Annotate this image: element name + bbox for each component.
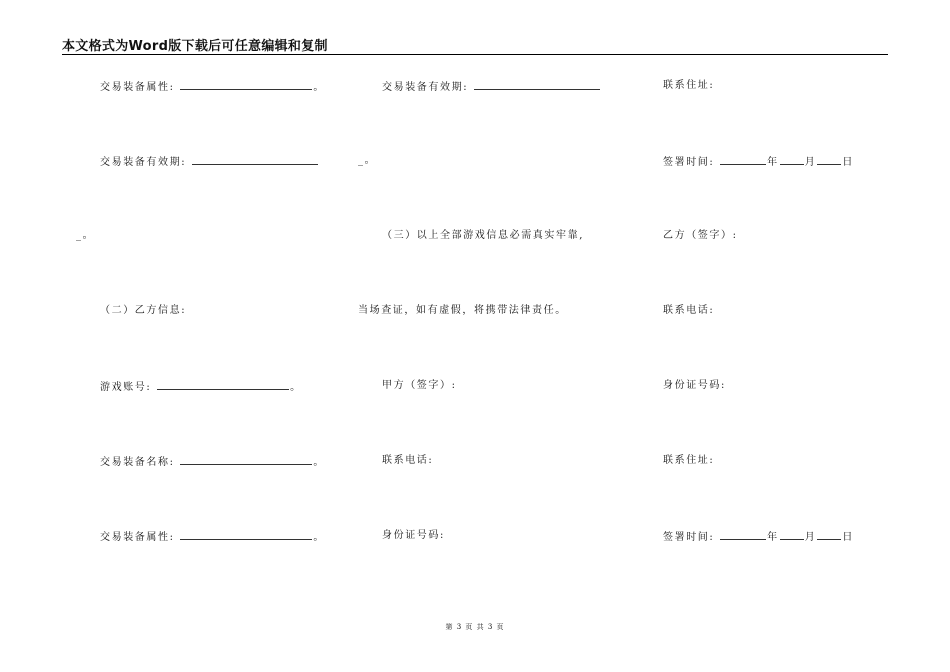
col1-equipment-name (100, 454, 325, 470)
col1-continuation: _。 (76, 230, 95, 241)
field-label: 游戏账号: (100, 382, 152, 393)
blank-line (157, 379, 289, 390)
col2-clause-three: （三）以上全部游戏信息必需真实牢靠, (382, 230, 584, 241)
field-label: 签署时间: (663, 157, 715, 168)
col1-equipment-validity (100, 154, 319, 170)
blank-line (474, 79, 600, 90)
field-end: 。 (313, 457, 325, 468)
header-title: 本文格式为Word版下载后可任意编辑和复制 (62, 39, 328, 54)
blank-line (720, 529, 766, 540)
col3-address-2: 联系住址: (663, 455, 715, 466)
col1-party-b-heading: （二）乙方信息: (100, 305, 187, 316)
page-header (62, 34, 888, 55)
col1-equipment-attribute (100, 79, 325, 95)
blank-line (817, 529, 841, 540)
col2-continuation: _。 (358, 155, 377, 166)
col3-party-b-signature: 乙方（签字）: (663, 230, 738, 241)
month-label: 月 (804, 157, 817, 168)
field-label: 签署时间: (663, 532, 715, 543)
field-label: 交易装备有效期: (382, 82, 469, 93)
blank-line (817, 154, 841, 165)
col1-equipment-attribute-2 (100, 529, 325, 545)
blank-line (180, 79, 312, 90)
page-number: 第 3 页 共 3 页 (445, 623, 505, 631)
blank-line (780, 154, 804, 165)
field-label: 交易装备有效期: (100, 157, 187, 168)
col2-clause-three-cont: 当场查证，如有虚假，将携带法律责任。 (358, 305, 567, 316)
col3-sign-date-2 (663, 529, 854, 545)
month-label: 月 (804, 532, 817, 543)
col2-phone: 联系电话: (382, 455, 434, 466)
field-end: 。 (313, 82, 325, 93)
field-label: 交易装备属性: (100, 82, 175, 93)
field-end: 。 (290, 382, 302, 393)
col2-equipment-validity (382, 79, 601, 95)
day-label: 日 (842, 157, 854, 168)
blank-line (780, 529, 804, 540)
blank-line (180, 529, 312, 540)
day-label: 日 (842, 532, 854, 543)
col3-address: 联系住址: (663, 80, 715, 91)
year-label: 年 (767, 157, 779, 168)
col3-phone: 联系电话: (663, 305, 715, 316)
col2-party-a-signature: 甲方（签字）: (382, 380, 457, 391)
field-label: 交易装备属性: (100, 532, 175, 543)
blank-line (180, 454, 312, 465)
col3-sign-date (663, 154, 854, 170)
col1-game-account (100, 379, 302, 395)
blank-line (720, 154, 766, 165)
field-end: 。 (313, 532, 325, 543)
col3-id-number: 身份证号码: (663, 380, 726, 391)
blank-line (192, 154, 318, 165)
col2-id-number: 身份证号码: (382, 530, 445, 541)
field-label: 交易装备名称: (100, 457, 175, 468)
year-label: 年 (767, 532, 779, 543)
